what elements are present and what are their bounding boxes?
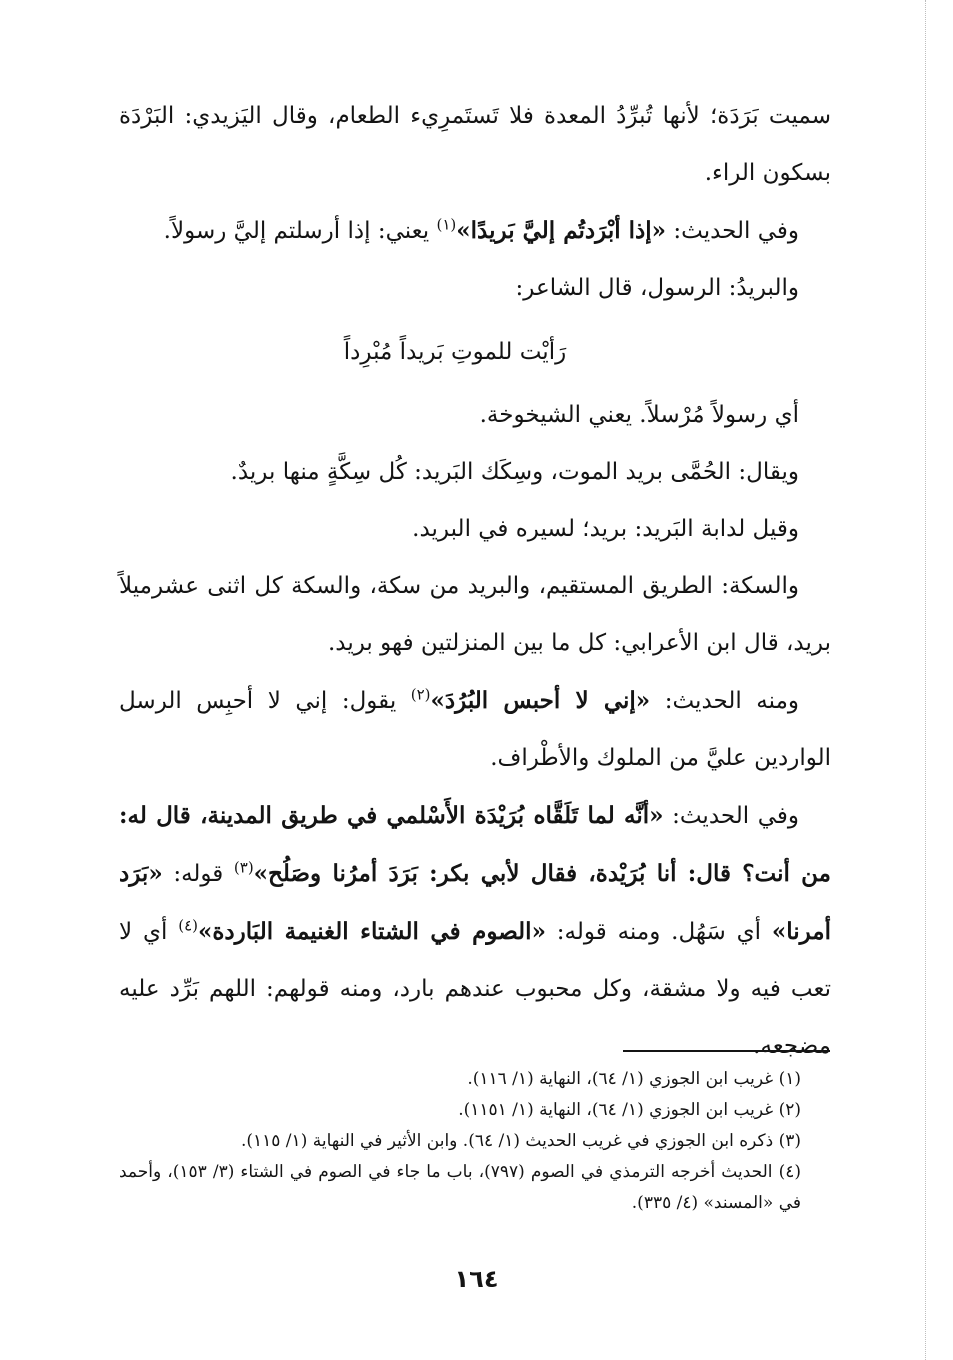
hadith-quote-3: «أنَّه لما تَلَقَّاه بُرَيْدَة الأَسْلمي في طريق المدينة، قال له: من أنت؟ قال: أنا بُرَيْدة، فقال لأبي بكر: بَرَدَ أمرُنا وصَلُح» [119, 802, 832, 887]
footnote-separator [623, 1050, 830, 1052]
paragraph-2-tail: يعني: إذا أرسلتم إليَّ رسولاً. [163, 218, 437, 244]
footnote-ref-2: (٢) [410, 685, 431, 704]
paragraph-3: والبريدُ: الرسول، قال الشاعر: [515, 275, 799, 301]
footnote-3: (٣) ذكره ابن الجوزي في غريب الحديث (١/ ٦٤). وابن الأثير في النهاية (١/ ١١٥). [240, 1131, 801, 1151]
poetry-verse: رَأيْت للموتِ بَريداً مُبْرِداً [343, 339, 567, 365]
paragraph-8-lead: ومنه الحديث: [650, 688, 799, 714]
paragraph-4: أي رسولاً مُرْسلاً. يعني الشيخوخة. [479, 402, 799, 428]
paragraph-9-mid-1: قوله: [162, 861, 234, 887]
footnote-ref-1: (١) [436, 215, 457, 234]
paragraph-9 [119, 787, 831, 1075]
paragraph-6: وقيل لدابة البَريد: بريد؛ لسيره في البريد. [412, 516, 799, 542]
footnotes [119, 1064, 831, 1219]
footnote-2: (٢) غريب ابن الجوزي (١/ ٦٤)، النهاية (١/ ١١٥١). [458, 1100, 801, 1120]
footnote-ref-4: (٤) [178, 916, 198, 935]
scan-edge-mark [925, 0, 928, 1360]
paragraph-8-tail: يقول: إني لا أحبِس الرسل الواردين عليَّ من الملوك والأطْراف. [119, 688, 831, 771]
main-text [119, 88, 831, 1075]
paragraph-7: والسكة: الطريق المستقيم، والبريد من سكة، والسكة كل اثنى عشرميلاً بريد، قال ابن الأعرابي: كل ما بين المنزلتين فهو بريد. [119, 573, 831, 656]
hadith-quote-4: «بَرَد أمرنا» [119, 860, 832, 945]
paragraph-5: ويقال: الحُمَّى بريد الموت، وسِكَك البَريد: كُل سِكَّةٍ منها بريدٌ. [230, 459, 799, 485]
hadith-quote-5: «الصوم في الشتاء الغنيمة البَاردة» [197, 918, 546, 945]
paragraph-9-tail: أي لا تعب فيه ولا مشقة، وكل محبوب عندهم بارد، ومنه قولهم: اللهم بَرِّد عليه مضجعه. [119, 919, 831, 1059]
paragraph-1: سميت بَرَدَة؛ لأنها تُبرِّدُ المعدة فلا تَستَمرِيء الطعام، وقال اليَزيدي: البَرْدَة بسكون الراء. [119, 103, 831, 186]
page-number: ١٦٤ [454, 1265, 499, 1293]
footnote-1: (١) غريب ابن الجوزي (١/ ٦٤)، النهاية (١/ ١١٦). [467, 1069, 801, 1089]
hadith-quote-1: «إذا أبْرَدتُم إليَّ بَريدًا» [456, 217, 667, 244]
footnote-4: (٤) الحديث أخرجه الترمذي في الصوم (٧٩٧)، باب ما جاء في الصوم في الشتاء (٣/ ١٥٣)، وأحمد في «المسند» (٤/ ٣٣٥). [119, 1162, 801, 1213]
paragraph-9-mid-2: أي سَهُل. ومنه قوله: [545, 919, 772, 945]
paragraph-2 [119, 202, 831, 260]
paragraph-8 [119, 672, 831, 787]
paragraph-2-lead: وفي الحديث: [666, 218, 799, 244]
paragraph-9-lead: وفي الحديث: [663, 803, 799, 829]
hadith-quote-2: «إني لا أحبس البُرُدَ» [430, 687, 651, 714]
footnote-ref-3: (٣) [233, 858, 254, 877]
